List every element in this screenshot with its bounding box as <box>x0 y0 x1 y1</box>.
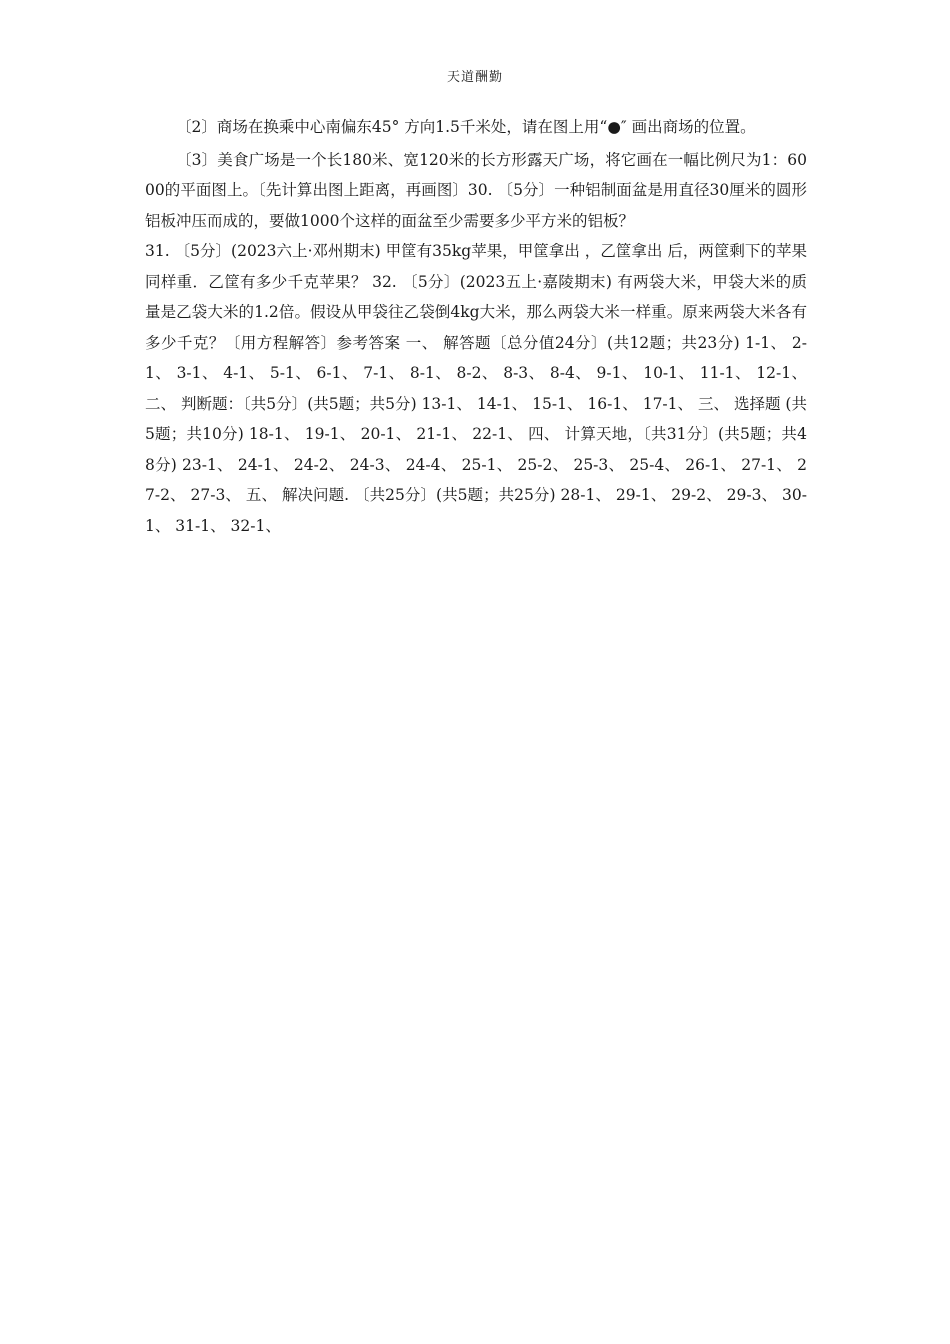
document-body <box>145 112 807 541</box>
questions-and-answer-key-paragraph: 31. 〔5分〕(2023六上·邓州期末) 甲筐有35kg苹果，甲筐拿出 ，乙筐拿出 后，两筐剩下的苹果同样重．乙筐有多少千克苹果？ 32. 〔5分〕(2023五上·嘉陵期末) 有两袋大米，甲袋大米的质量是乙袋大米的1.2倍。假设从甲袋往乙袋倒4kg大米，那么两袋大米一样重。原来两袋大米各有多少千克？〔用方程解答〕参考答案 一、 解答题〔总分值24分〕(共12题；共23分) 1-1、 2-1、 3-1、 4-1、 5-1、 6-1、 7-1、 8-1、 8-2、 8-3、 8-4、 9-1、 10-1、 11-1、 12-1、 二、 判断题：〔共5分〕(共5题；共5分) 13-1、 14-1、 15-1、 16-1、 17-1、 三、 选择题 (共5题；共10分) 18-1、 19-1、 20-1、 21-1、 22-1、 四、 计算天地，〔共31分〕(共5题；共48分) 23-1、 24-1、 24-2、 24-3、 24-4、 25-1、 25-2、 25-3、 25-4、 26-1、 27-1、 27-2、 27-3、 五、 解决问题. 〔共25分〕(共5题；共25分) 28-1、 29-1、 29-2、 29-3、 30-1、 31-1、 32-1、 <box>145 242 807 535</box>
page-header: 天道酬勤 <box>446 70 503 85</box>
question-2-paragraph: 〔2〕商场在换乘中心南偏东45° 方向1.5千米处，请在图上用“●″ 画出商场的位置。 <box>176 118 756 136</box>
question-3-paragraph: 〔3〕美食广场是一个长180米、宽120米的长方形露天广场，将它画在一幅比例尺为1：6000的平面图上。〔先计算出图上距离，再画图〕30. 〔5分〕一种铝制面盆是用直径30厘米的圆形铝板冲压而成的，要做1000个这样的面盆至少需要多少平方米的铝板？ <box>145 150 807 230</box>
